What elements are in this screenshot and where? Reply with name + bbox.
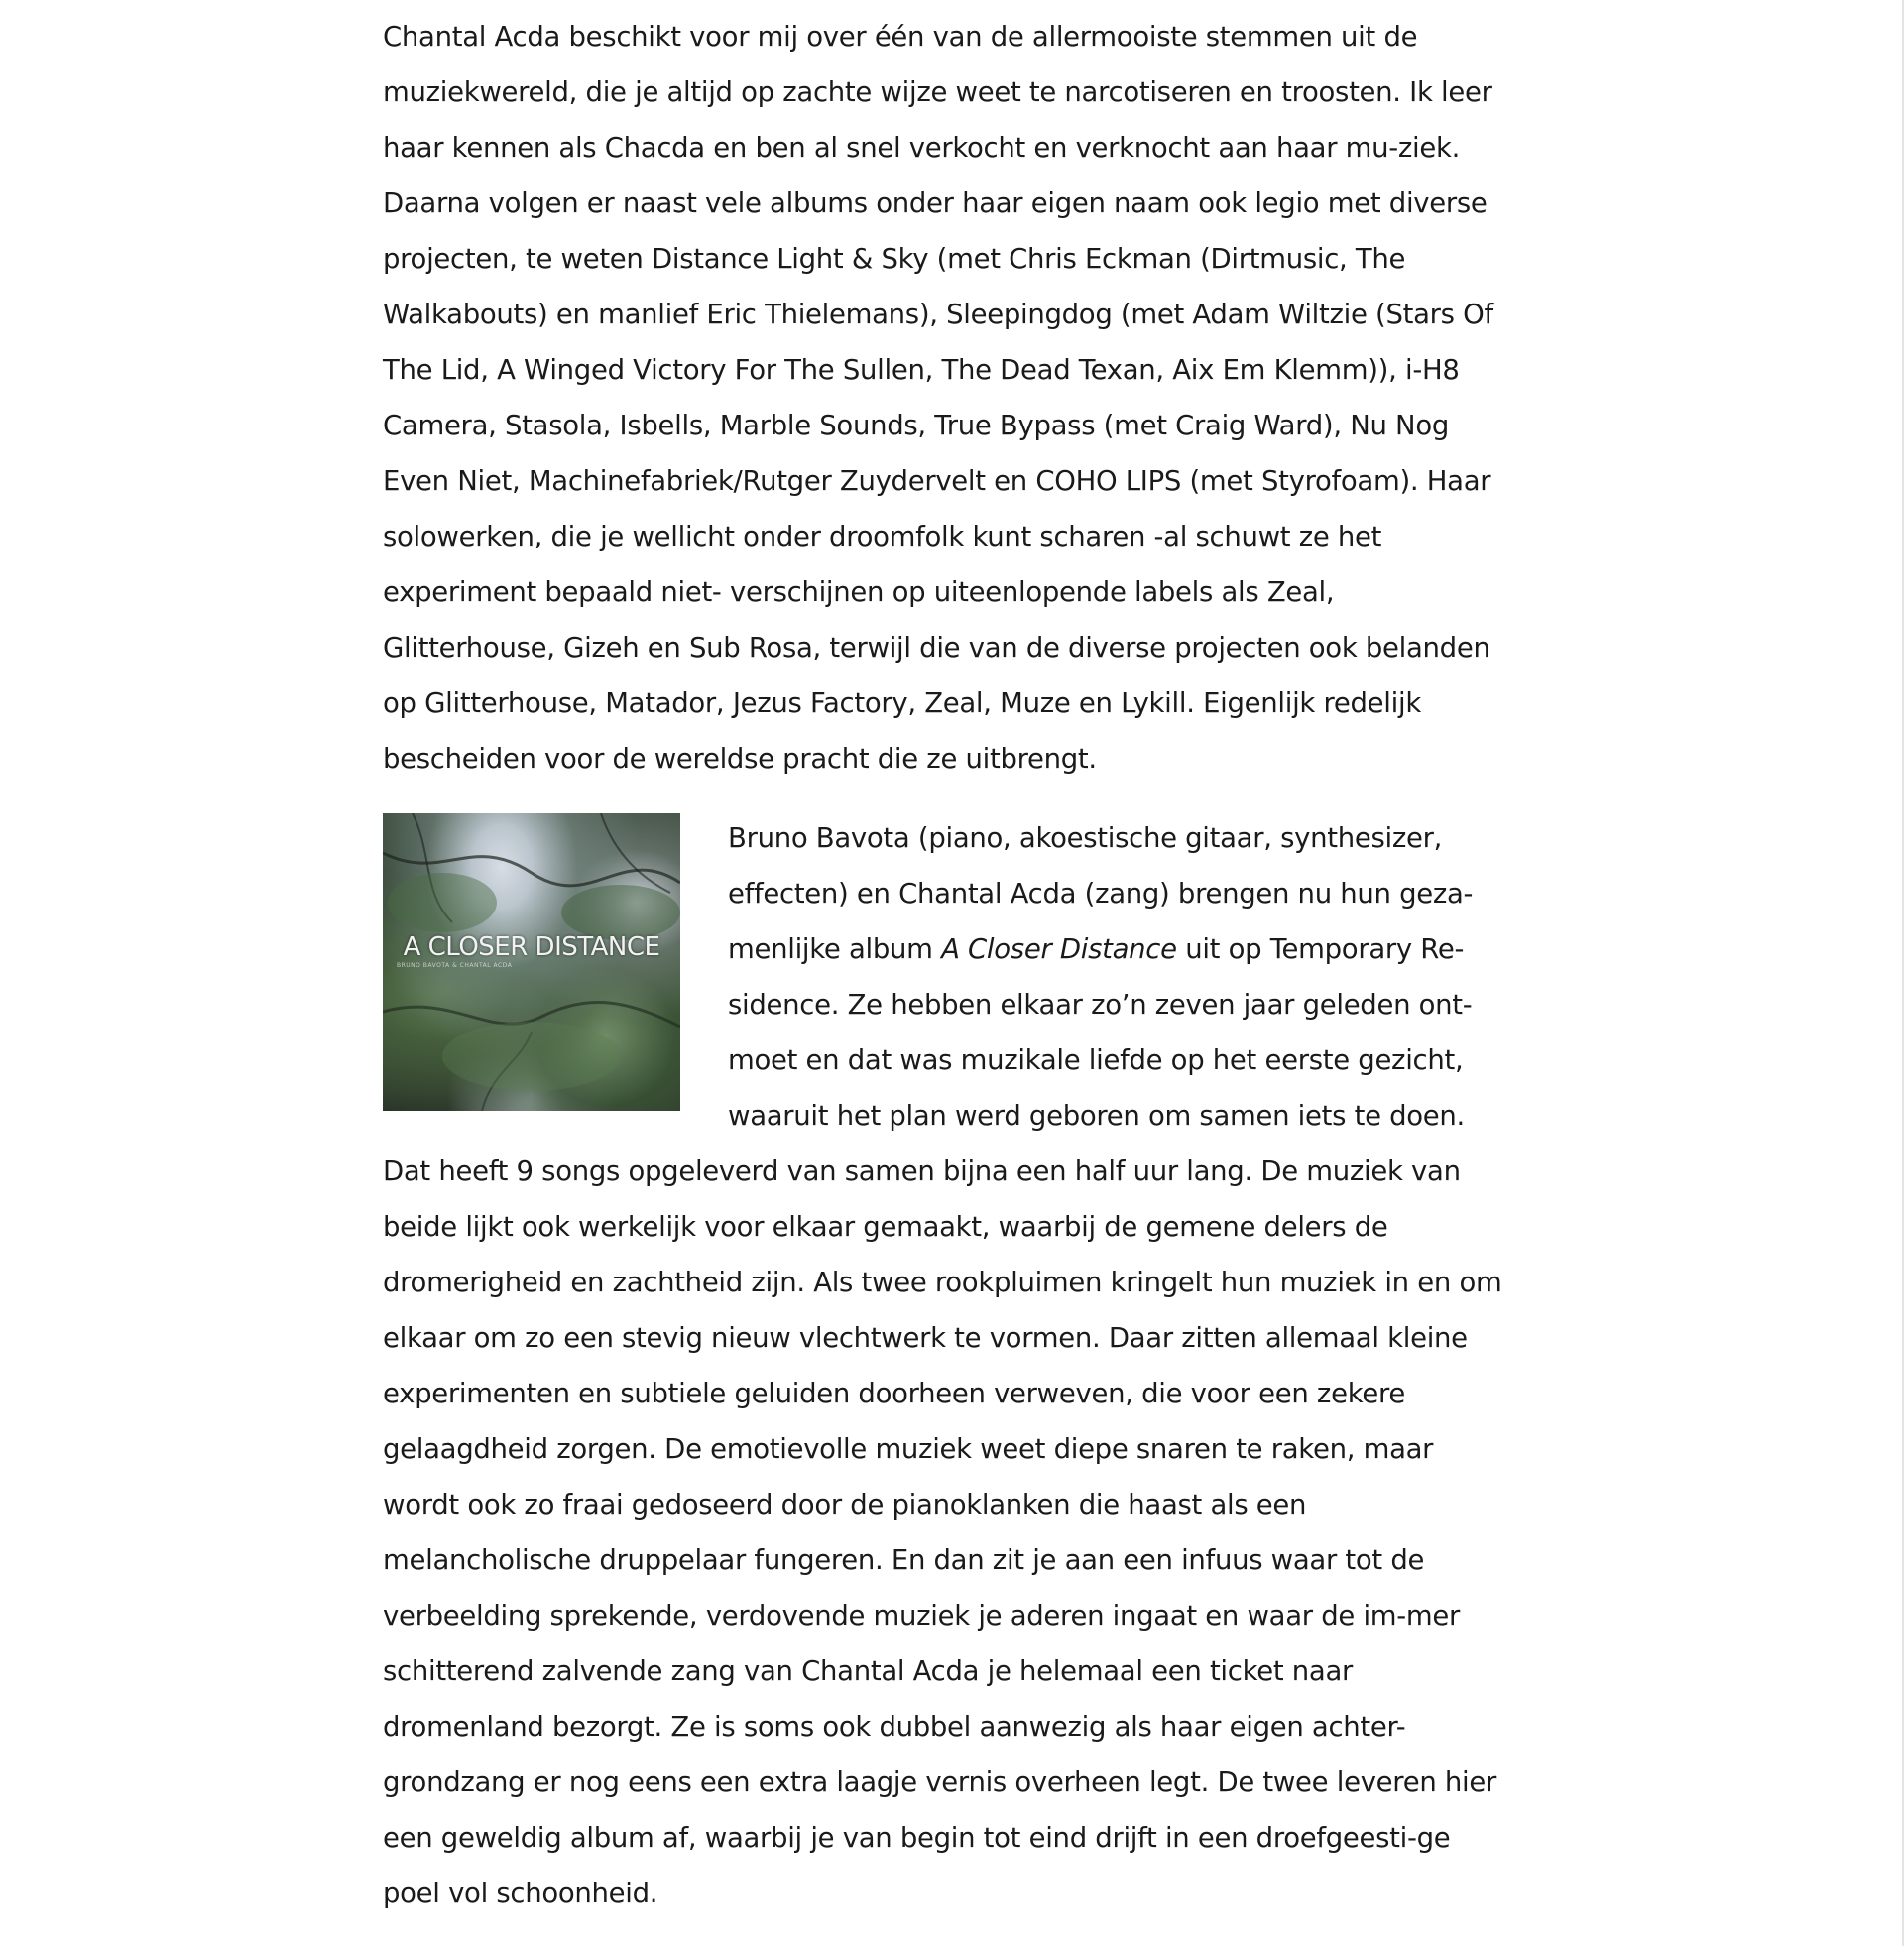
cover-subtitle-text: BRUNO BAVOTA & CHANTAL ACDA bbox=[397, 962, 513, 969]
paragraph-album-text-after: uit op Temporary Re-sidence. Ze hebben elkaar zo’n zeven jaar geleden ont-moet en dat was muzikale liefde op het eerste gezicht, waaruit het plan werd geboren om samen iets te doen. Dat heeft 9 songs opgeleverd van samen bijna een half uur lang. De muziek van beide lijkt ook werkelijk voor elkaar gemaakt, waarbij de gemene delers de dromerigheid en zachtheid zijn. Als twee rookpluimen kringelt hun muziek in en om elkaar om zo een stevig nieuw vlechtwerk te vormen. Daar zitten allemaal kleine experimenten en subtiele geluiden doorheen verweven, die voor een zekere gelaagdheid zorgen. De emotievolle muziek weet diepe snaren te raken, maar wordt ook zo fraai gedoseerd door de pianoklanken die haast als een melancholische druppelaar fungeren. En dan zit je aan een infuus waar tot de verbeelding sprekende, verdovende muziek je aderen ingaat en waar de im-mer schitterend zalvende zang van Chantal Acda je helemaal een ticket naar dromenland bezorgt. Ze is soms ook dubbel aanwezig als haar eigen achter-grondzang er nog eens een extra laagje vernis overheen legt. De twee leveren hier een geweldig album af, waarbij je van begin tot eind drijft in een droefgeesti-ge poel vol schoonheid. bbox=[383, 933, 1502, 1909]
cover-title-text: A CLOSER DISTANCE bbox=[403, 932, 660, 962]
album-cover-image bbox=[383, 813, 680, 1111]
album-title-italic: A Closer Distance bbox=[941, 933, 1177, 965]
paragraph-intro: Chantal Acda beschikt voor mij over één van de allermooiste stemmen uit de muziekwereld, die je altijd op zachte wijze weet te narcotiseren en troosten. Ik leer haar kennen als Chacda en ben al snel verkocht en verknocht aan haar mu-ziek. Daarna volgen er naast vele albums onder haar eigen naam ook legio met diverse projecten, te weten Distance Light & Sky (met Chris Eckman (Dirtmusic, The Walkabouts) en manlief Eric Thielemans), Sleepingdog (met Adam Wiltzie (Stars Of The Lid, A Winged Victory For The Sullen, The Dead Texan, Aix Em Klemm)), i-H8 Camera, Stasola, Isbells, Marble Sounds, True Bypass (met Craig Ward), Nu Nog Even Niet, Machinefabriek/Rutger Zuydervelt en COHO LIPS (met Styrofoam). Haar solowerken, die je wellicht onder droomfolk kunt scharen -al schuwt ze het experiment bepaald niet- verschijnen op uiteenlopende labels als Zeal, Glitterhouse, Gizeh en Sub Rosa, terwijl die van de diverse projecten ook belanden op Glitterhouse, Matador, Jezus Factory, Zeal, Muze en Lykill. Eigenlijk redelijk bescheiden voor de wereldse pracht die ze uitbrengt. bbox=[383, 21, 1493, 775]
review-article bbox=[383, 9, 1513, 1921]
paragraph-album-text-before: Bruno Bavota (piano, akoestische gitaar, synthesizer, effecten) en Chantal Acda (zang) brengen nu hun geza-menlijke album bbox=[728, 822, 1474, 965]
